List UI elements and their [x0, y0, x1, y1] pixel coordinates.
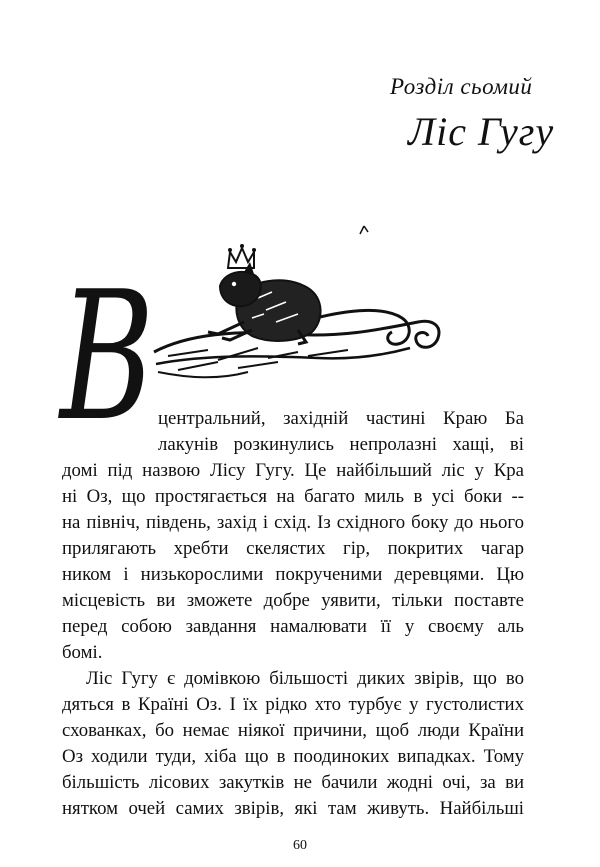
eye-dot	[232, 282, 236, 286]
paragraph-line: бомі.	[62, 642, 103, 663]
sprig-mark	[360, 226, 368, 234]
chapter-title: Ліс Гугу	[408, 109, 555, 154]
drop-cap: В	[60, 253, 155, 460]
page-number: 60	[293, 838, 307, 853]
paragraph-line: центральний, західній частині Краю Ба	[158, 408, 524, 429]
paragraph-line: домі під назвою Лісу Гугу. Це найбільший ліс у Кра	[62, 460, 524, 481]
paragraph-line: місцевість ви зможете добре уявити, тільки поставте	[62, 590, 524, 611]
paragraph-line: на північ, південь, захід і схід. Із східного боку до нього	[62, 512, 524, 533]
paragraph-line: нятком очей самих звірів, які там живуть. Найбільші	[62, 798, 524, 819]
paragraph-line: більшість лісових закутків не бачили жодні очі, за ви	[62, 772, 524, 793]
chapter-label: Розділ сьомий	[390, 74, 533, 99]
paragraph-line: дяться в Країні Оз. І їх рідко хто турбує у густолистих	[62, 694, 524, 715]
head-shape	[220, 272, 261, 306]
paragraph-line: Ліс Гугу є домівкою більшості диких звірів, що во	[86, 668, 524, 689]
branch-twig	[158, 372, 248, 377]
paragraph-line: ні Оз, що простягається на багато миль в усі боки --	[62, 486, 524, 507]
paragraph-line: схованках, бо немає ніякої причини, щоб люди Країни	[62, 720, 524, 741]
paragraph-line: Оз ходили туди, хіба що в поодиноких випадках. Тому	[62, 746, 524, 767]
crowned-cat-on-branch-icon	[148, 222, 448, 394]
paragraph-line: лакунів розкинулись непролазні хащі, ві	[158, 434, 524, 455]
paragraph-line: прилягають хребти скелястих гір, покритих чагар	[62, 538, 524, 559]
paragraph-line: ником і низькорослими покрученими деревцями. Цю	[62, 564, 524, 585]
paragraph-line: перед собою завдання намалювати її у своєму аль	[62, 616, 524, 637]
